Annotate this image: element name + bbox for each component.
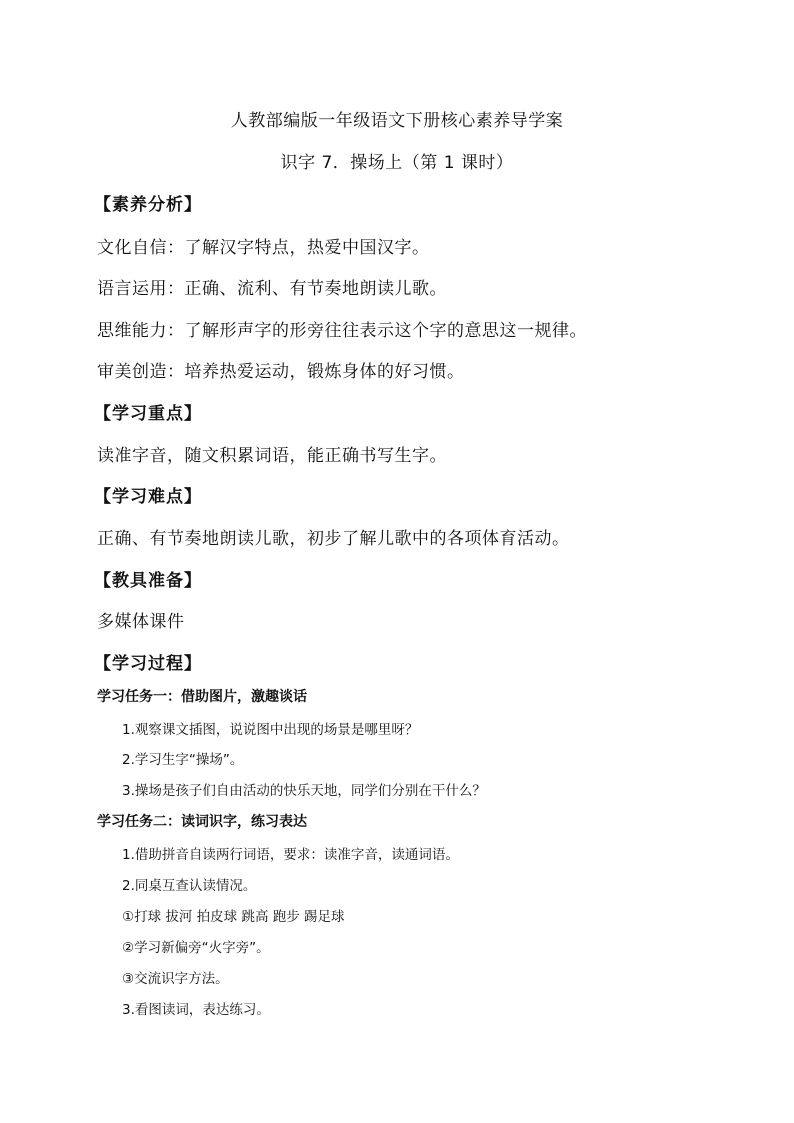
task-one-item-2: 2.学习生字“操场”。 [122,752,244,768]
literacy-line-culture: 文化自信：了解汉字特点，热爱中国汉字。 [97,238,430,258]
literacy-line-language: 语言运用：正确、流利、有节奏地朗读儿歌。 [97,279,447,299]
task-two-item-radical: ②学习新偏旁“火字旁”。 [122,940,270,956]
section-heading-focus: 【学习重点】 [94,404,202,424]
section-heading-process: 【学习过程】 [94,654,202,674]
focus-text: 读准字音，随文积累词语，能正确书写生字。 [97,446,447,466]
task-two-item-methods: ③交流识字方法。 [122,971,229,987]
difficulty-text: 正确、有节奏地朗读儿歌，初步了解儿歌中的各项体育活动。 [97,529,570,549]
task-one-item-3: 3.操场是孩子们自由活动的快乐天地，同学们分别在干什么？ [122,783,486,799]
section-heading-difficulty: 【学习难点】 [94,487,202,507]
document-subtitle: 识字 7．操场上（第 1 课时） [280,153,514,173]
task-two-item-3: 3.看图读词，表达练习。 [122,1002,270,1018]
section-heading-literacy: 【素养分析】 [94,195,202,215]
task-one-item-1: 1.观察课文插图，说说图中出现的场景是哪里呀？ [122,722,419,738]
literacy-line-aesthetic: 审美创造：培养热爱运动，锻炼身体的好习惯。 [97,362,465,382]
task-two-item-words: ①打球 拔河 拍皮球 跳高 跑步 踢足球 [122,909,345,925]
document-title: 人教部编版一年级语文下册核心素养导学案 [230,111,564,131]
task-two-item-2: 2.同桌互查认读情况。 [122,878,257,894]
section-heading-materials: 【教具准备】 [94,571,202,591]
literacy-line-thinking: 思维能力：了解形声字的形旁往往表示这个字的意思这一规律。 [97,321,587,341]
task-two-item-1: 1.借助拼音自读两行词语，要求：读准字音，读通词语。 [122,847,459,863]
materials-text: 多媒体课件 [97,612,185,632]
task-two-title: 学习任务二：读词识字，练习表达 [97,814,307,830]
task-one-title: 学习任务一：借助图片，激趣谈话 [97,689,307,705]
